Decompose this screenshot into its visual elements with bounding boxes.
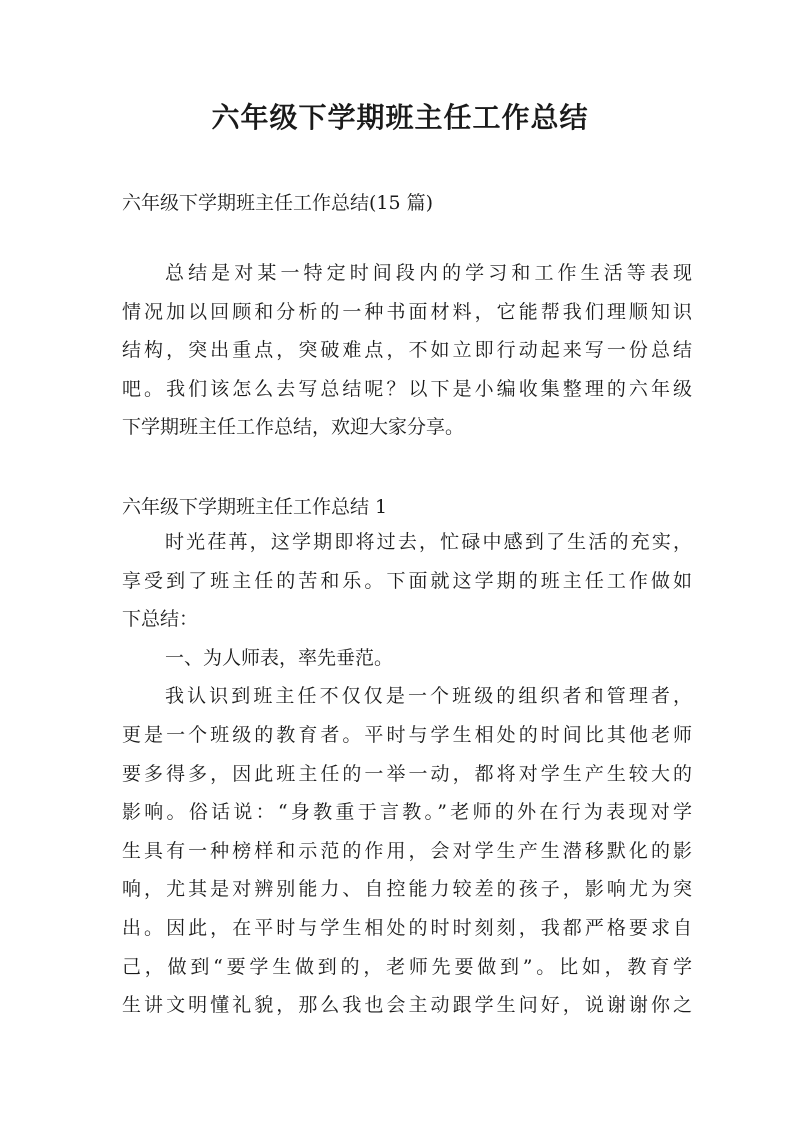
body-line: 己，做到“要学生做到的，老师先要做到”。比如，教育学 — [122, 955, 692, 978]
intro-line: 吧。我们该怎么去写总结呢？以下是小编收集整理的六年级 — [122, 377, 692, 400]
section-body — [122, 523, 692, 1025]
intro-line: 下学期班主任工作总结，欢迎大家分享。 — [122, 416, 465, 439]
body-line: 生讲文明懂礼貌，那么我也会主动跟学生问好，说谢谢你之 — [122, 994, 692, 1017]
document-title: 六年级下学期班主任工作总结 — [211, 101, 589, 134]
body-line: 影响。俗话说：“身教重于言教。”老师的外在行为表现对学 — [122, 801, 692, 824]
body-line: 生具有一种榜样和示范的作用，会对学生产生潜移默化的影 — [122, 839, 692, 862]
body-line: 更是一个班级的教育者。平时与学生相处的时间比其他老师 — [122, 723, 692, 746]
section-heading: 六年级下学期班主任工作总结 1 — [122, 496, 388, 518]
body-line: 时光荏苒，这学期即将过去，忙碌中感到了生活的充实， — [165, 531, 692, 553]
subsection-heading: 一、为人师表，率先垂范。 — [165, 646, 394, 669]
intro-line: 情况加以回顾和分析的一种书面材料，它能帮我们理顺知识 — [122, 300, 692, 323]
intro-paragraph — [122, 254, 692, 447]
body-line: 要多得多，因此班主任的一举一动，都将对学生产生较大的 — [122, 762, 692, 785]
body-line: 我认识到班主任不仅仅是一个班级的组织者和管理者， — [165, 685, 692, 708]
document-subtitle: 六年级下学期班主任工作总结(15 篇) — [122, 192, 434, 214]
intro-line: 结构，突出重点，突破难点，不如立即行动起来写一份总结 — [122, 339, 692, 362]
body-line: 下总结： — [122, 608, 199, 631]
body-line: 响，尤其是对辨别能力、自控能力较差的孩子，影响尤为突 — [122, 878, 692, 901]
intro-line: 总结是对某一特定时间段内的学习和工作生活等表现 — [165, 262, 692, 284]
body-line: 享受到了班主任的苦和乐。下面就这学期的班主任工作做如 — [122, 569, 692, 592]
body-line: 出。因此，在平时与学生相处的时时刻刻，我都严格要求自 — [122, 916, 692, 939]
